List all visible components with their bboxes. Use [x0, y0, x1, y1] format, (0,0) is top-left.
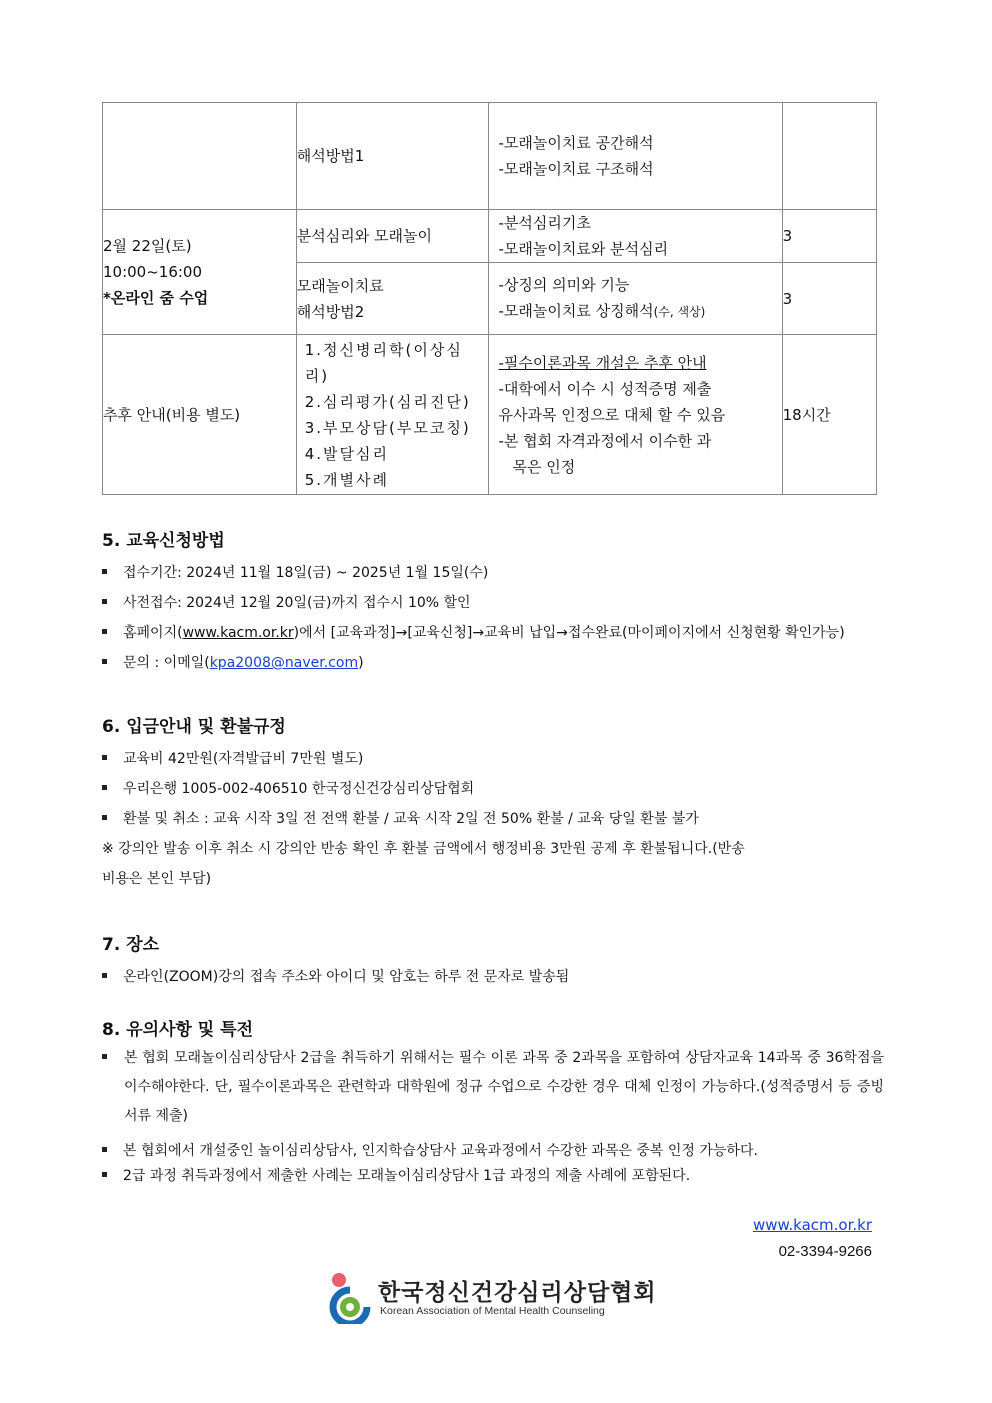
bullet-icon [102, 599, 107, 604]
bullet-icon [102, 1147, 107, 1152]
table-row [103, 210, 877, 263]
hours-text: 3 [782, 227, 793, 245]
list-item [102, 622, 845, 642]
table-cell-hours [782, 103, 876, 210]
table-cell-date [103, 210, 297, 335]
desc-line-main: -모래놀이치료 상징해석 [498, 302, 654, 320]
list-item-text: 본 협회에서 개설중인 놀이심리상담사, 인지학습상담사 교육과정에서 수강한 과목은 중복 인정 가능하다. [123, 1143, 758, 1159]
logo-english-name: Korean Association of Mental Health Counseling [380, 1305, 605, 1317]
list-item [102, 778, 474, 798]
list-item-text: 2급 과정 취득과정에서 제출한 사례는 모래놀이심리상담사 1급 과정의 제출 사례에 포함된다. [123, 1168, 691, 1184]
hours-text: 3 [782, 289, 793, 308]
bullet-icon [102, 1172, 107, 1177]
bullet-icon [102, 659, 107, 664]
list-item [102, 1165, 690, 1185]
list-item-text: ) [358, 655, 364, 671]
time-text: 10:00~16:00 [103, 263, 203, 281]
subject-item: 5.개별사례 [304, 470, 390, 489]
hours-text: 18시간 [782, 405, 831, 424]
table-cell-desc [489, 210, 782, 263]
table-cell-subject [296, 210, 489, 263]
table-row [103, 335, 877, 495]
list-item-text: )에서 [교육과정]→[교육신청]→교육비 납입→접수완료(마이페이지에서 신청현황 확인가능) [293, 625, 845, 641]
subject-item: 4.발달심리 [304, 444, 390, 463]
subject-item: 리) [304, 366, 330, 385]
list-item-text: 온라인(ZOOM)강의 접속 주소와 아이디 및 암호는 하루 전 문자로 발송됨 [123, 969, 570, 985]
homepage-link[interactable]: www.kacm.or.kr [182, 625, 294, 641]
future-label: 추후 안내(비용 별도) [103, 405, 241, 424]
table-cell-hours [782, 210, 876, 263]
email-link[interactable]: kpa2008@naver.com [209, 655, 359, 671]
table-cell-hours [782, 263, 876, 335]
organization-logo [328, 1272, 668, 1324]
list-item [102, 966, 569, 986]
desc-line: -분석심리기초 [498, 214, 591, 232]
section-title: 7. 장소 [102, 935, 160, 955]
phone-number: 02-3394-9266 [778, 1243, 872, 1260]
logo-mark-icon [328, 1272, 374, 1324]
refund-note: ※ 강의안 발송 이후 취소 시 강의안 반송 확인 후 환불 금액에서 행정비용 3만원 공제 후 환불됩니다.(반송 [102, 841, 745, 857]
list-item-text: 우리은행 1005-002-406510 한국정신건강심리상담협회 [123, 781, 475, 797]
date-text: 2월 22일(토) [103, 237, 192, 255]
desc-line: -모래놀이치료 구조해석 [498, 160, 654, 178]
bullet-icon [102, 1054, 107, 1059]
list-item [102, 652, 364, 672]
desc-line: -본 협회 자격과정에서 이수한 과 [498, 431, 712, 450]
list-item [102, 592, 471, 612]
desc-line [498, 298, 775, 325]
website-link[interactable]: www.kacm.or.kr [752, 1216, 872, 1234]
refund-note: 비용은 본인 부담) [102, 871, 212, 887]
section-title: 5. 교육신청방법 [102, 531, 225, 551]
table-cell-desc [489, 335, 782, 495]
table-cell-desc [489, 103, 782, 210]
subject-text: 모래놀이치료 [296, 276, 384, 295]
subject-text: 해석방법1 [296, 147, 365, 165]
online-note: *온라인 줌 수업 [103, 289, 209, 307]
schedule-table [102, 102, 877, 495]
subject-item: 3.부모상담(부모코칭) [304, 418, 471, 437]
bullet-icon [102, 755, 107, 760]
list-item-text: 문의 : 이메일( [123, 655, 210, 671]
subject-item: 2.심리평가(심리진단) [304, 392, 471, 411]
section-title: 6. 입금안내 및 환불규정 [102, 717, 286, 737]
list-item [102, 748, 363, 768]
desc-line: -모래놀이치료와 분석심리 [498, 240, 669, 258]
list-item [102, 808, 699, 828]
list-item-text: 환불 및 취소 : 교육 시작 3일 전 전액 환불 / 교육 시작 2일 전 50% 환불 / 교육 당일 환불 불가 [123, 811, 699, 827]
bullet-icon [102, 815, 107, 820]
desc-line: -대학에서 이수 시 성적증명 제출 [498, 379, 712, 398]
list-item-text: 홈페이지( [123, 625, 183, 641]
subject-text: 해석방법2 [296, 302, 365, 321]
subject-item: 1.정신병리학(이상심 [304, 340, 463, 359]
bullet-icon [102, 785, 107, 790]
list-item-text: 사전접수: 2024년 12월 20일(금)까지 접수시 10% 할인 [123, 595, 471, 611]
table-cell-subject [296, 103, 489, 210]
table-cell-subjects [296, 335, 489, 495]
bullet-icon [102, 973, 107, 978]
subject-text: 분석심리와 모래놀이 [296, 227, 432, 245]
list-item [102, 562, 488, 582]
section-title: 8. 유의사항 및 특전 [102, 1020, 253, 1040]
table-cell-empty [103, 103, 297, 210]
logo-korean-name: 한국정신건강심리상담협회 [378, 1280, 657, 1306]
table-cell-label [103, 335, 297, 495]
table-row [103, 103, 877, 210]
table-cell-subject [296, 263, 489, 335]
list-item [102, 1140, 758, 1160]
desc-line: -모래놀이치료 공간해석 [498, 134, 654, 152]
bullet-icon [102, 569, 107, 574]
list-item-text: 본 협회 모래놀이심리상담사 2급을 취득하기 위해서는 필수 이론 과목 중 2과목을 포함하여 상담자교육 14과목 중 36학점을 이수해야한다. 단, 필수이론과목은 관련학과 대학원에 정규 수업으로 수강한 경우 대체 인정이 가능하다.(성적증명서 등 증빙서류 제출) [124, 1050, 884, 1124]
desc-line: 목은 인정 [512, 457, 576, 476]
table-cell-hours [782, 335, 876, 495]
bullet-icon [102, 629, 107, 634]
desc-line-small: (수, 색상) [653, 305, 706, 319]
list-item-text: 접수기간: 2024년 11월 18일(금) ~ 2025년 1월 15일(수) [123, 565, 489, 581]
list-item-text: 교육비 42만원(자격발급비 7만원 별도) [123, 751, 364, 767]
desc-line: -상징의 의미와 기능 [498, 276, 630, 294]
list-item [102, 1044, 884, 1131]
table-cell-desc [489, 263, 782, 335]
desc-line: 유사과목 인정으로 대체 할 수 있음 [498, 405, 726, 424]
desc-line-underlined: -필수이론과목 개설은 추후 안내 [498, 353, 707, 372]
